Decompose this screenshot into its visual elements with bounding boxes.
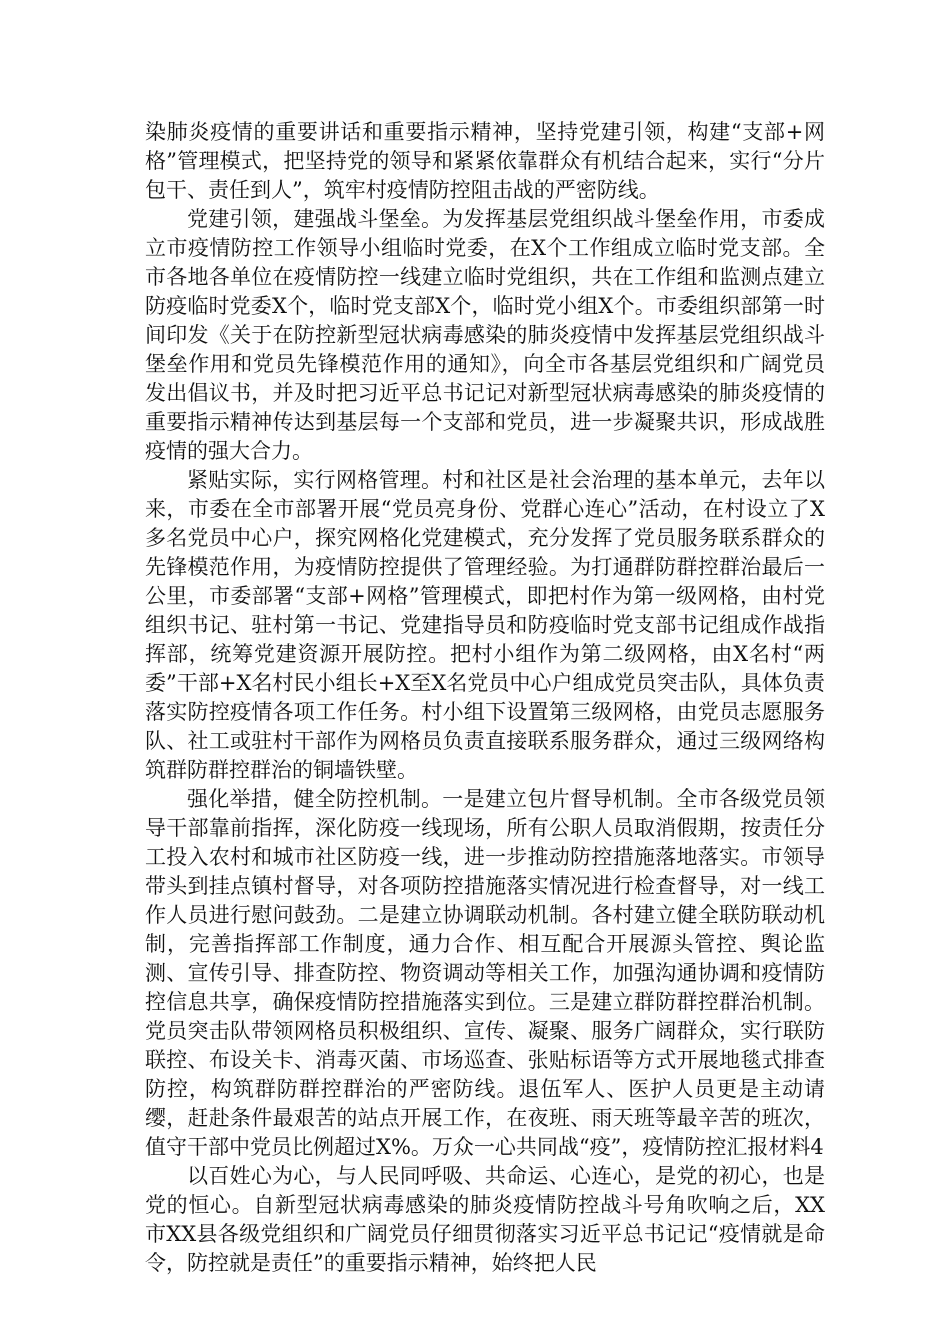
paragraph-grid-management: 紧贴实际，实行网格管理。村和社区是社会治理的基本单元，去年以来，市委在全市部署开展“党员亮身份、党群心连心”活动，在村设立了X多名党员中心户，探究网格化党建模式，充分发挥了党员服务联系群众的先锋模范作用，为疫情防控提供了管理经验。为打通群防群控群治最后一公里，市委部署“支部+网格”管理模式，即把村作为第一级网格，由村党组织书记、驻村第一书记、党建指导员和防疫临时党支部书记组成作战指挥部，统筹党建资源开展防控。把村小组作为第二级网格，由X名村“两委”干部+X名村民小组长+X至X名党员中心户组成党员突击队，具体负责落实防控疫情各项工作任务。村小组下设置第三级网格，由党员志愿服务队、社工或驻村干部作为网格员负责直接联系服务群众，通过三级网络构筑群防群控群治的铜墙铁壁。 (145, 468, 825, 782)
paragraph-control-mechanism: 强化举措，健全防控机制。一是建立包片督导机制。全市各级党员领导干部靠前指挥，深化防疫一线现场，所有公职人员取消假期，按责任分工投入农村和城市社区防疫一线，进一步推动防控措施落地落实。市领导带头到挂点镇村督导，对各项防控措施落实情况进行检查督导，对一线工作人员进行慰问鼓劲。二是建立协调联动机制。各村建立健全联防联动机制，完善指挥部工作制度，通力合作、相互配合开展源头管控、舆论监测、宣传引导、排查防控、物资调动等相关工作，加强沟通协调和疫情防控信息共享，确保疫情防控措施落实到位。三是建立群防群控群治机制。党员突击队带领网格员积极组织、宣传、凝聚、服务广阔群众，实行联防联控、布设关卡、消毒灭菌、市场巡查、张贴标语等方式开展地毯式排查防控，构筑群防群控群治的严密防线。退伍军人、医护人员更是主动请缨，赶赴条件最艰苦的站点开展工作，在夜班、雨天班等最辛苦的班次，值守干部中党员比例超过X%。万众一心共同战“疫”，疫情防控汇报材料4 (145, 787, 825, 1159)
paragraph-continuation: 染肺炎疫情的重要讲话和重要指示精神，坚持党建引领，构建“支部+网格”管理模式，把坚持党的领导和紧紧依靠群众有机结合起来，实行“分片包干、责任到人”，筑牢村疫情防控阻击战的严密防线。 (145, 120, 825, 202)
paragraph-people-first: 以百姓心为心，与人民同呼吸、共命运、心连心，是党的初心，也是党的恒心。自新型冠状病毒感染的肺炎疫情防控战斗号角吹响之后，XX市XX县各级党组织和广阔党员仔细贯彻落实习近平总书记记“疫情就是命令，防控就是责任”的重要指示精神，始终把人民 (145, 1164, 825, 1275)
paragraph-party-leadership: 党建引领，建强战斗堡垒。为发挥基层党组织战斗堡垒作用，市委成立市疫情防控工作领导小组临时党委，在X个工作组成立临时党支部。全市各地各单位在疫情防控一线建立临时党组织，共在工作组和监测点建立防疫临时党委X个，临时党支部X个，临时党小组X个。市委组织部第一时间印发《关于在防控新型冠状病毒感染的肺炎疫情中发挥基层党组织战斗堡垒作用和党员先锋模范作用的通知》，向全市各基层党组织和广阔党员发出倡议书，并及时把习近平总书记记对新型冠状病毒感染的肺炎疫情的重要指示精神传达到基层每一个支部和党员，进一步凝聚共识，形成战胜疫情的强大合力。 (145, 207, 825, 463)
document-body (145, 118, 825, 1278)
